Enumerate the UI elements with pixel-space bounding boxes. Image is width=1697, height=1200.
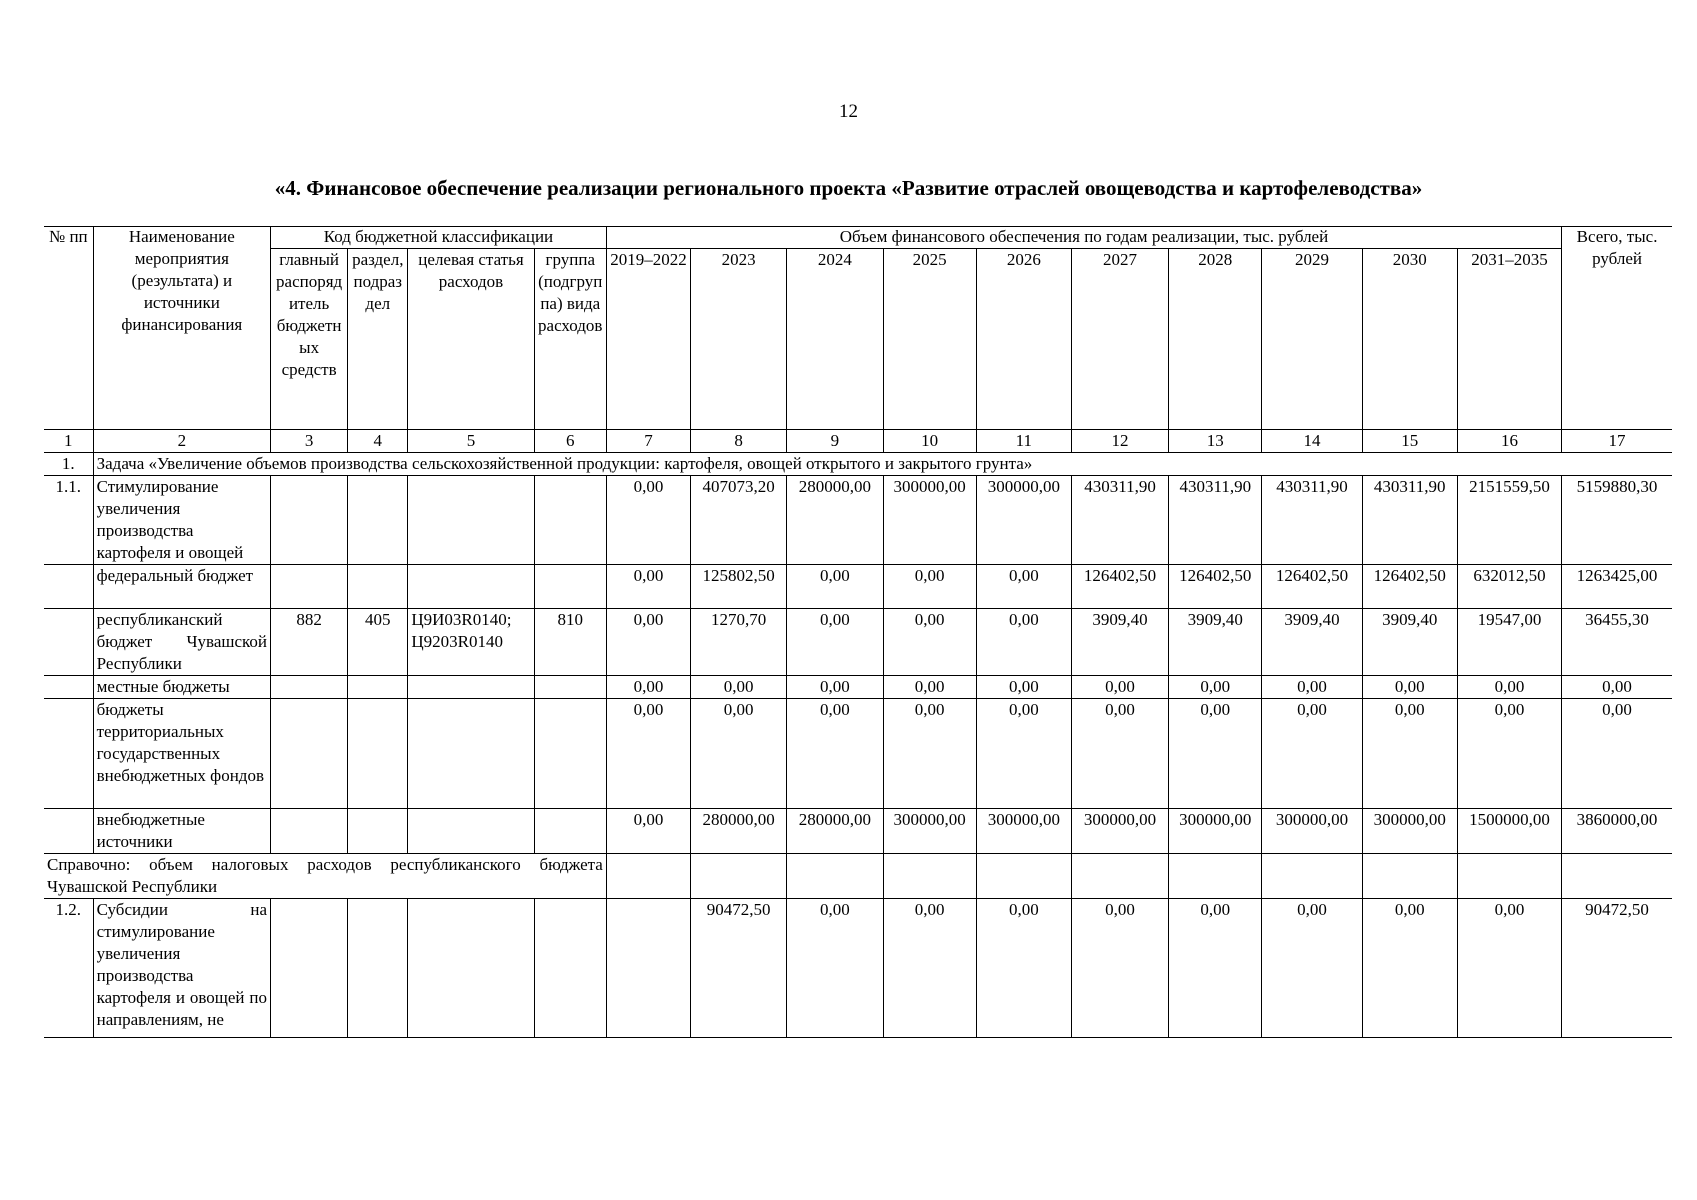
code-target: [408, 809, 534, 854]
value-cell: [606, 854, 690, 899]
code-grbs: [271, 565, 348, 609]
value-cell: 0,00: [787, 609, 883, 676]
code-section: [348, 676, 408, 699]
value-cell: 0,00: [1169, 699, 1262, 809]
value-cell: 300000,00: [976, 476, 1071, 565]
value-cell: 0,00: [883, 899, 976, 1038]
value-cell: 90472,50: [691, 899, 787, 1038]
total-cell: [1562, 854, 1672, 899]
row-name: местные бюджеты: [93, 676, 270, 699]
column-number: 17: [1562, 430, 1672, 453]
value-cell: 0,00: [1457, 699, 1561, 809]
value-cell: 0,00: [976, 609, 1071, 676]
code-grbs: [271, 899, 348, 1038]
code-target: [408, 676, 534, 699]
column-number: 16: [1457, 430, 1561, 453]
code-target: [408, 699, 534, 809]
value-cell: 3909,40: [1262, 609, 1362, 676]
value-cell: 0,00: [606, 699, 690, 809]
value-cell: 0,00: [976, 676, 1071, 699]
column-number: 6: [534, 430, 606, 453]
total-cell: 36455,30: [1562, 609, 1672, 676]
value-cell: 0,00: [787, 899, 883, 1038]
code-section: [348, 899, 408, 1038]
header-year: 2029: [1262, 249, 1362, 430]
row-number: [44, 565, 93, 609]
code-group: [534, 699, 606, 809]
column-number: 10: [883, 430, 976, 453]
value-cell: 300000,00: [1262, 809, 1362, 854]
header-budget-code: Код бюджетной классификации: [271, 226, 607, 249]
code-grbs: [271, 809, 348, 854]
column-number: 11: [976, 430, 1071, 453]
value-cell: 0,00: [1362, 676, 1457, 699]
value-cell: 0,00: [606, 676, 690, 699]
table-row: [44, 899, 1672, 1038]
row-name: бюджеты территориальных государственных внебюджетных фондов: [93, 699, 270, 809]
column-number: 4: [348, 430, 408, 453]
code-section: [348, 476, 408, 565]
value-cell: 280000,00: [691, 809, 787, 854]
header-total: Всего, тыс. рублей: [1562, 226, 1672, 430]
financing-table: [44, 226, 1672, 1038]
value-cell: [1457, 854, 1561, 899]
total-cell: 3860000,00: [1562, 809, 1672, 854]
value-cell: 430311,90: [1169, 476, 1262, 565]
value-cell: 0,00: [1362, 899, 1457, 1038]
row-name: внебюджетные источники: [93, 809, 270, 854]
value-cell: [976, 854, 1071, 899]
code-section: 405: [348, 609, 408, 676]
value-cell: [691, 854, 787, 899]
table-row: [44, 699, 1672, 809]
code-grbs: [271, 476, 348, 565]
value-cell: 2151559,50: [1457, 476, 1561, 565]
value-cell: 280000,00: [787, 809, 883, 854]
row-name: федеральный бюджет: [93, 565, 270, 609]
header-code-grbs: главный распорядитель бюджетных средств: [271, 249, 348, 430]
value-cell: 0,00: [976, 899, 1071, 1038]
code-target: [408, 476, 534, 565]
value-cell: 430311,90: [1362, 476, 1457, 565]
code-grbs: 882: [271, 609, 348, 676]
header-row-1: [44, 226, 1672, 249]
value-cell: 3909,40: [1362, 609, 1457, 676]
header-year: 2024: [787, 249, 883, 430]
value-cell: 19547,00: [1457, 609, 1561, 676]
code-grbs: [271, 676, 348, 699]
value-cell: 0,00: [976, 699, 1071, 809]
table-row: [44, 476, 1672, 565]
value-cell: 0,00: [1071, 676, 1168, 699]
header-no: № пп: [44, 226, 93, 430]
column-number: 15: [1362, 430, 1457, 453]
header-year: 2027: [1071, 249, 1168, 430]
row-number: [44, 676, 93, 699]
header-year: 2019–2022: [606, 249, 690, 430]
value-cell: 0,00: [606, 809, 690, 854]
value-cell: 1270,70: [691, 609, 787, 676]
column-number-row: [44, 430, 1672, 453]
value-cell: 126402,50: [1071, 565, 1168, 609]
total-cell: 90472,50: [1562, 899, 1672, 1038]
header-name: Наименование мероприятия (результата) и источники финансирования: [93, 226, 270, 430]
value-cell: 407073,20: [691, 476, 787, 565]
value-cell: 300000,00: [976, 809, 1071, 854]
code-group: [534, 676, 606, 699]
value-cell: [883, 854, 976, 899]
row-number: 1.1.: [44, 476, 93, 565]
code-section: [348, 565, 408, 609]
value-cell: [1362, 854, 1457, 899]
code-target: [408, 565, 534, 609]
value-cell: 430311,90: [1262, 476, 1362, 565]
value-cell: 0,00: [787, 676, 883, 699]
column-number: 14: [1262, 430, 1362, 453]
column-number: 7: [606, 430, 690, 453]
value-cell: 0,00: [606, 565, 690, 609]
row-number: [44, 809, 93, 854]
value-cell: 300000,00: [1362, 809, 1457, 854]
header-year: 2025: [883, 249, 976, 430]
value-cell: 0,00: [1169, 899, 1262, 1038]
value-cell: 0,00: [606, 609, 690, 676]
row-name: республиканский бюджет Чувашской Республики: [93, 609, 270, 676]
value-cell: 300000,00: [883, 476, 976, 565]
value-cell: 0,00: [787, 699, 883, 809]
value-cell: 0,00: [1169, 676, 1262, 699]
table-row: [44, 809, 1672, 854]
code-section: [348, 809, 408, 854]
column-number: 5: [408, 430, 534, 453]
header-year: 2031–2035: [1457, 249, 1561, 430]
row-number: [44, 609, 93, 676]
value-cell: [1169, 854, 1262, 899]
value-cell: 1500000,00: [1457, 809, 1561, 854]
task-row: [44, 453, 1672, 476]
value-cell: 0,00: [787, 565, 883, 609]
value-cell: 3909,40: [1071, 609, 1168, 676]
row-number: 1.2.: [44, 899, 93, 1038]
value-cell: 0,00: [883, 565, 976, 609]
header-year: 2030: [1362, 249, 1457, 430]
value-cell: 0,00: [606, 476, 690, 565]
code-section: [348, 699, 408, 809]
value-cell: 0,00: [883, 676, 976, 699]
header-code-target: целевая статья расходов: [408, 249, 534, 430]
row-name: Стимулирование увеличения производства картофеля и овощей: [93, 476, 270, 565]
page-number: 12: [839, 101, 858, 122]
value-cell: 125802,50: [691, 565, 787, 609]
value-cell: 300000,00: [1169, 809, 1262, 854]
column-number: 13: [1169, 430, 1262, 453]
value-cell: [1071, 854, 1168, 899]
reference-row: [44, 854, 1672, 899]
table-row: [44, 609, 1672, 676]
value-cell: 0,00: [1071, 699, 1168, 809]
header-code-group: группа (подгруппа) вида расходов: [534, 249, 606, 430]
task-text: Задача «Увеличение объемов производства сельскохозяйственной продукции: картофеля, овощей открытого и закрытого грунта»: [93, 453, 1672, 476]
code-group: 810: [534, 609, 606, 676]
value-cell: 280000,00: [787, 476, 883, 565]
value-cell: 0,00: [1262, 899, 1362, 1038]
code-group: [534, 809, 606, 854]
header-year: 2026: [976, 249, 1071, 430]
value-cell: 0,00: [1071, 899, 1168, 1038]
column-number: 3: [271, 430, 348, 453]
value-cell: [606, 899, 690, 1038]
total-cell: 1263425,00: [1562, 565, 1672, 609]
value-cell: 0,00: [883, 609, 976, 676]
code-group: [534, 899, 606, 1038]
value-cell: 0,00: [1262, 699, 1362, 809]
column-number: 2: [93, 430, 270, 453]
document-title: «4. Финансовое обеспечение реализации регионального проекта «Развитие отраслей овощеводства и картофелеводства»: [274, 176, 1423, 200]
value-cell: 632012,50: [1457, 565, 1561, 609]
column-number: 12: [1071, 430, 1168, 453]
value-cell: 126402,50: [1262, 565, 1362, 609]
value-cell: 0,00: [976, 565, 1071, 609]
header-code-section: раздел, подраздел: [348, 249, 408, 430]
header-row-2: [44, 249, 1672, 430]
value-cell: 3909,40: [1169, 609, 1262, 676]
value-cell: 0,00: [1457, 899, 1561, 1038]
value-cell: 0,00: [1262, 676, 1362, 699]
value-cell: 126402,50: [1169, 565, 1262, 609]
total-cell: 0,00: [1562, 699, 1672, 809]
header-year: 2023: [691, 249, 787, 430]
value-cell: 430311,90: [1071, 476, 1168, 565]
code-target: Ц9И03R0140; Ц9203R0140: [408, 609, 534, 676]
value-cell: 300000,00: [1071, 809, 1168, 854]
value-cell: 0,00: [691, 676, 787, 699]
value-cell: 0,00: [883, 699, 976, 809]
row-name: Субсидии на стимулирование увеличения производства картофеля и овощей по направлениям, не: [93, 899, 270, 1038]
value-cell: 300000,00: [883, 809, 976, 854]
total-cell: 0,00: [1562, 676, 1672, 699]
column-number: 8: [691, 430, 787, 453]
code-grbs: [271, 699, 348, 809]
column-number: 1: [44, 430, 93, 453]
total-cell: 5159880,30: [1562, 476, 1672, 565]
code-group: [534, 565, 606, 609]
table-row: [44, 676, 1672, 699]
row-number: [44, 699, 93, 809]
value-cell: 126402,50: [1362, 565, 1457, 609]
reference-text: Справочно: объем налоговых расходов республиканского бюджета Чувашской Республики: [44, 854, 606, 899]
task-number: 1.: [44, 453, 93, 476]
value-cell: 0,00: [1457, 676, 1561, 699]
header-volume: Объем финансового обеспечения по годам реализации, тыс. рублей: [606, 226, 1561, 249]
value-cell: 0,00: [1362, 699, 1457, 809]
value-cell: [1262, 854, 1362, 899]
code-target: [408, 899, 534, 1038]
table-row: [44, 565, 1672, 609]
code-group: [534, 476, 606, 565]
column-number: 9: [787, 430, 883, 453]
value-cell: 0,00: [691, 699, 787, 809]
header-year: 2028: [1169, 249, 1262, 430]
value-cell: [787, 854, 883, 899]
